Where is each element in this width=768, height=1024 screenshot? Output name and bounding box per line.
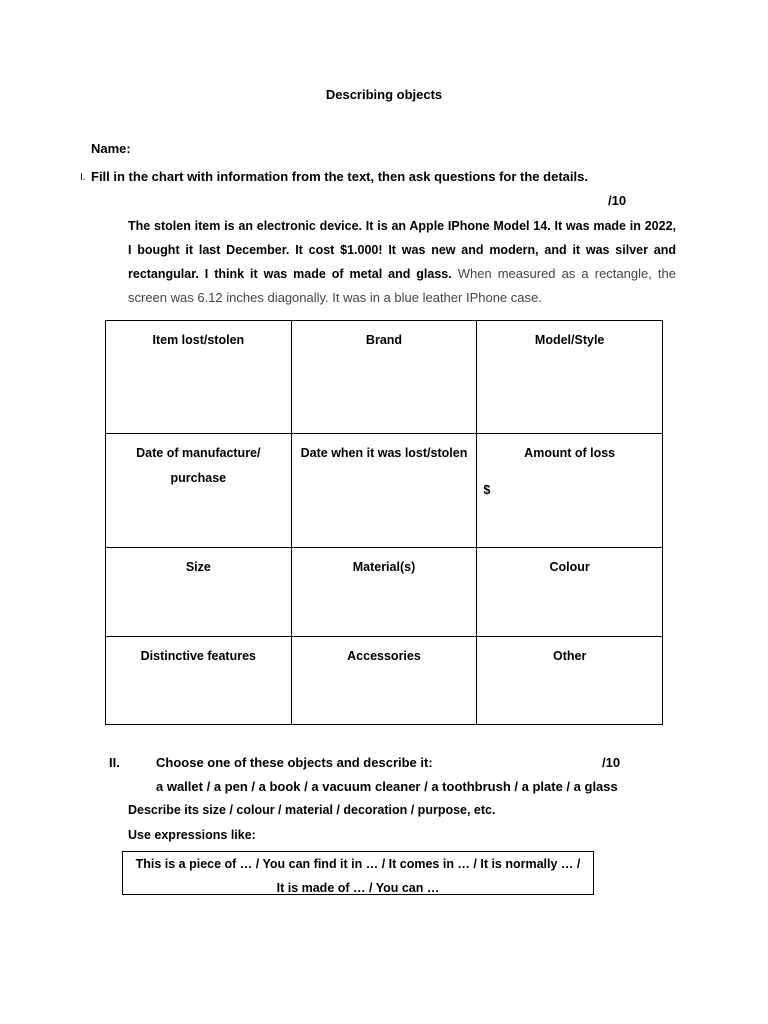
chart-cell-features[interactable]: Distinctive features bbox=[106, 637, 292, 725]
chart-cell-manufacture[interactable]: Date of manufacture/ purchase bbox=[106, 434, 292, 548]
chart-cell-amount[interactable] bbox=[477, 434, 663, 548]
chart-cell-item[interactable]: Item lost/stolen bbox=[106, 321, 292, 434]
object-item: a book bbox=[258, 779, 301, 794]
section-1-score: /10 bbox=[608, 193, 627, 208]
chart-row bbox=[106, 321, 663, 434]
object-item: a wallet bbox=[156, 779, 203, 794]
expressions-box bbox=[122, 851, 594, 895]
expressions-line-2: It is made of … / You can … bbox=[276, 881, 440, 895]
chart-cell-model[interactable]: Model/Style bbox=[477, 321, 663, 434]
object-item: a vacuum cleaner bbox=[311, 779, 421, 794]
name-label: Name: bbox=[91, 141, 131, 156]
reading-text-bold: The stolen item is an electronic device. It is an Apple IPhone Model 14. It was made in 2022, I bought it last December. It cost $1.000! It was new and modern, and it was silver and rectangular. I think it was made of metal and glass. bbox=[128, 219, 676, 281]
object-item: a toothbrush bbox=[431, 779, 511, 794]
chart-row bbox=[106, 548, 663, 637]
chart-cell-brand[interactable]: Brand bbox=[291, 321, 477, 434]
section-1-instruction: Fill in the chart with information from the text, then ask questions for the details. bbox=[91, 169, 588, 184]
reading-text bbox=[128, 214, 676, 310]
section-1-number: I. bbox=[80, 172, 86, 183]
chart-cell-size[interactable]: Size bbox=[106, 548, 292, 637]
currency-symbol: $ bbox=[483, 483, 491, 497]
info-chart bbox=[105, 320, 663, 725]
chart-cell-colour[interactable]: Colour bbox=[477, 548, 663, 637]
object-item: a pen bbox=[213, 779, 248, 794]
object-list: a wallet / a pen / a book / a vacuum cleaner / a toothbrush / a plate / a glass bbox=[156, 779, 618, 794]
use-expressions-label: Use expressions like: bbox=[128, 828, 256, 842]
object-item: a glass bbox=[573, 779, 618, 794]
section-2-instruction: Choose one of these objects and describe it: bbox=[156, 755, 433, 770]
section-2-score: /10 bbox=[602, 755, 621, 770]
chart-row bbox=[106, 434, 663, 548]
page-title: Describing objects bbox=[325, 87, 443, 102]
section-2-number: II. bbox=[109, 755, 120, 770]
chart-row bbox=[106, 637, 663, 725]
chart-cell-other[interactable]: Other bbox=[477, 637, 663, 725]
chart-cell-materials[interactable]: Material(s) bbox=[291, 548, 477, 637]
describe-instruction: Describe its size / colour / material / decoration / purpose, etc. bbox=[128, 803, 496, 817]
reading-text-light: When measured as a rectangle, the screen was 6.12 inches diagonally. It was in a blue leather IPhone case. bbox=[128, 266, 676, 305]
chart-cell-accessories[interactable]: Accessories bbox=[291, 637, 477, 725]
object-item: a plate bbox=[521, 779, 563, 794]
expressions-line-1: This is a piece of … / You can find it in … / It comes in … / It is normally … / bbox=[135, 857, 581, 871]
chart-cell-amount-label: Amount of loss bbox=[524, 446, 616, 460]
chart-cell-date-lost[interactable]: Date when it was lost/stolen bbox=[291, 434, 477, 548]
